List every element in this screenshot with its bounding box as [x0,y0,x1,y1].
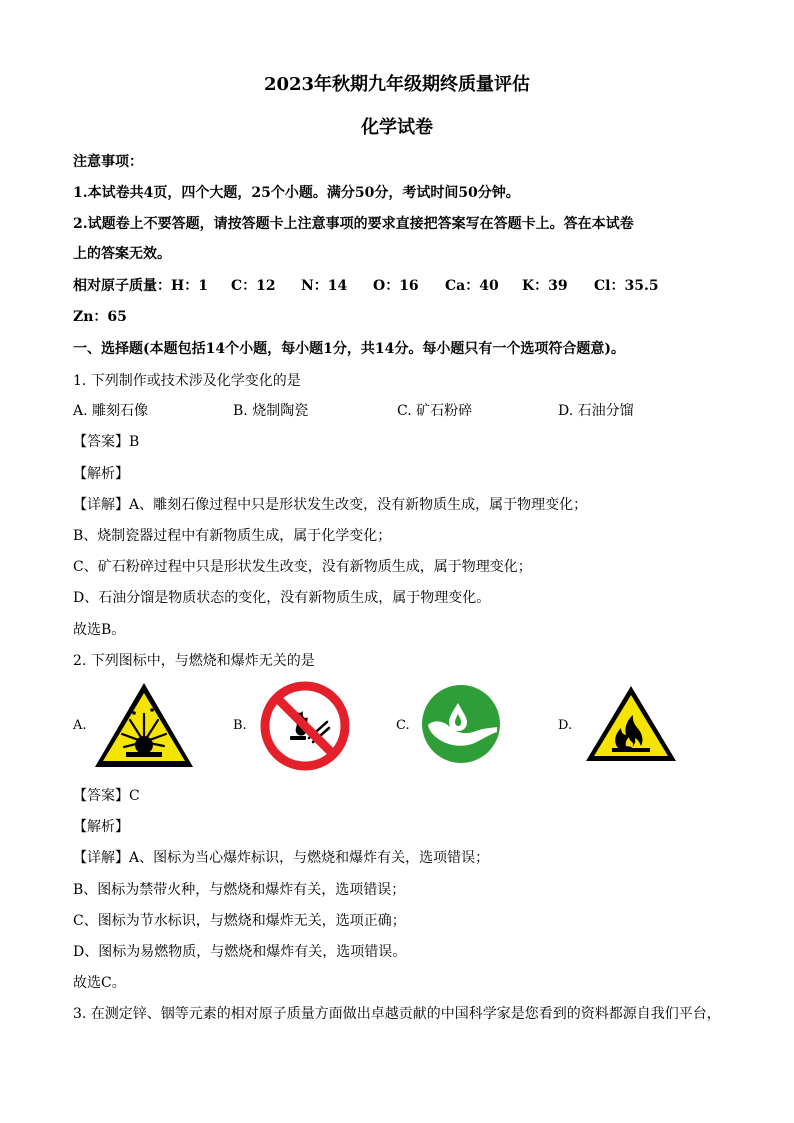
atomic-mass-k: K：39 [522,278,568,294]
notes-item-2-cont: 上的答案无效。 [73,246,171,262]
q1-stem: 1. 下列制作或技术涉及化学变化的是 [73,373,301,389]
flammable-warning-icon [584,684,678,764]
no-fire-icon [259,680,351,772]
q2-answer: 【答案】C [73,788,140,804]
explosion-warning-icon [92,680,196,770]
atomic-mass-c: C：12 [231,278,276,294]
atomic-mass-n: N：14 [301,278,348,294]
q2-detail-3: C、图标为节水标识，与燃烧和爆炸无关，选项正确； [73,913,406,929]
q1-option-a: A. 雕刻石像 [73,403,149,419]
q2-conclusion: 故选C。 [73,975,126,991]
q1-detail-4: D、石油分馏是物质状态的变化，没有新物质生成，属于物理变化。 [73,590,491,606]
atomic-mass-ca: Ca：40 [445,278,499,294]
q1-conclusion: 故选B。 [73,622,126,638]
q1-option-d: D. 石油分馏 [558,403,634,419]
section-1-heading: 一、选择题(本题包括14个小题，每小题1分，共14分。每小题只有一个选项符合题意)。 [73,341,625,357]
q1-option-c: C. 矿石粉碎 [397,403,473,419]
q2-option-a-label: A. [73,718,87,733]
q2-option-c-label: C. [396,718,410,733]
atomic-mass-o: O：16 [373,278,419,294]
q2-detail-4: D、图标为易燃物质，与燃烧和爆炸有关，选项错误。 [73,944,407,960]
atomic-mass-label: 相对原子质量： [73,278,171,294]
notes-item-1: 1.本试卷共4页，四个大题，25个小题。满分50分，考试时间50分钟。 [73,185,520,201]
exam-subtitle: 化学试卷 [361,117,433,138]
q2-detail-2: B、图标为禁带火种，与燃烧和爆炸有关，选项错误； [73,882,406,898]
atomic-mass-h: H：1 [171,278,208,294]
q1-answer: 【答案】B [73,434,140,450]
q2-option-b-label: B. [233,718,247,733]
q2-stem: 2. 下列图标中，与燃烧和爆炸无关的是 [73,653,315,669]
q2-option-d-label: D. [558,718,573,733]
q2-analysis: 【解析】 [73,819,129,835]
q1-detail-3: C、矿石粉碎过程中只是形状发生改变，没有新物质生成，属于物理变化； [73,559,532,575]
exam-title: 2023年秋期九年级期终质量评估 [263,74,531,95]
notes-heading: 注意事项： [73,154,143,170]
q1-option-b: B. 烧制陶瓷 [233,403,309,419]
q1-detail-1: 【详解】A、雕刻石像过程中只是形状发生改变，没有新物质生成，属于物理变化； [73,497,588,513]
q1-analysis: 【解析】 [73,466,129,482]
atomic-mass-zn: Zn：65 [73,309,127,325]
q3-stem: 3. 在测定锌、铟等元素的相对原子质量方面做出卓越贡献的中国科学家是您看到的资料都源自我们平台， [73,1006,721,1022]
q1-detail-2: B、烧制瓷器过程中有新物质生成，属于化学变化； [73,528,392,544]
atomic-mass-cl: Cl：35.5 [594,278,659,294]
q2-detail-1: 【详解】A、图标为当心爆炸标识，与燃烧和爆炸有关，选项错误； [73,850,490,866]
water-saving-icon [420,683,502,765]
atomic-mass-line [73,275,659,295]
notes-item-2: 2.试题卷上不要答题，请按答题卡上注意事项的要求直接把答案写在答题卡上。答在本试卷 [73,216,634,232]
